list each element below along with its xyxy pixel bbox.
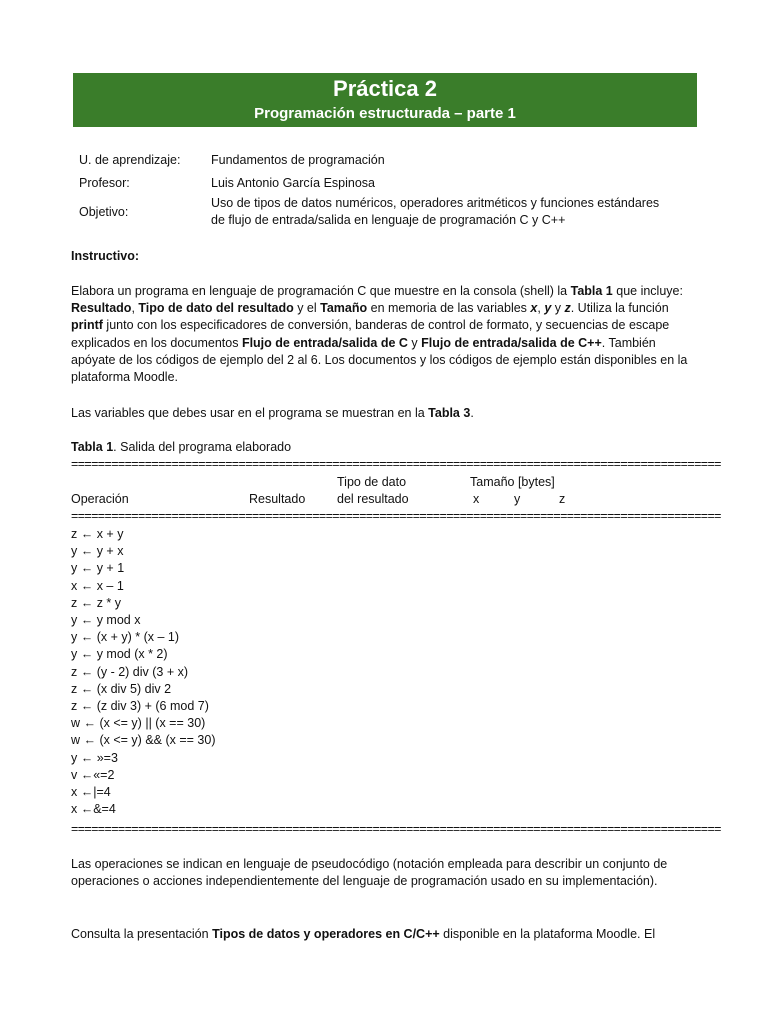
list-item: z ← (y - 2) div (3 + x) bbox=[71, 664, 189, 679]
list-item: x ←|=4 bbox=[71, 785, 111, 800]
col-tamano: Tamaño [bytes] bbox=[470, 475, 555, 489]
list-item: z ← (z div 3) + (6 mod 7) bbox=[71, 699, 209, 714]
col-operacion: Operación bbox=[71, 492, 129, 506]
list-item: x ← x – 1 bbox=[71, 578, 124, 593]
operations-list bbox=[71, 526, 216, 818]
instructivo-paragraph: Elabora un programa en lenguaje de programación C que muestre en la consola (shell) la Tabla 1 que incluye: Resultado, Tipo de dato del resultado y el Tamaño en memoria de las variables x, y y z. Utiliza la función printf junto con los especificadores de conversión, banderas de control de formato, y secuencias de escape explicados en los documentos Flujo de entrada/salida de C y Flujo de entrada/salida de C++. También apóyate de los códigos de ejemplo del 2 al 6. Los documentos y los códigos de ejemplo están disponibles en la plataforma Moodle. bbox=[71, 284, 688, 385]
consulta-paragraph: Consulta la presentación Tipos de datos y operadores en C/C++ disponible en la plataforma Moodle. El bbox=[71, 927, 656, 941]
list-item: w ← (x <= y) || (x == 30) bbox=[71, 716, 206, 731]
list-item: w ← (x <= y) && (x == 30) bbox=[71, 733, 216, 748]
page-title: Práctica 2 bbox=[333, 76, 437, 101]
col-tipo-line1: Tipo de dato bbox=[337, 475, 407, 489]
col-y: y bbox=[514, 492, 521, 506]
profesor-value: Luis Antonio García Espinosa bbox=[211, 176, 375, 190]
table-rule-bottom: ================================================================================================= bbox=[71, 822, 721, 836]
list-item: y ← y + 1 bbox=[71, 561, 125, 576]
variables-paragraph: Las variables que debes usar en el programa se muestran en la Tabla 3. bbox=[71, 406, 474, 420]
list-item: y ← y + x bbox=[71, 544, 124, 559]
page-subtitle: Programación estructurada – parte 1 bbox=[254, 105, 516, 122]
col-z: z bbox=[559, 492, 566, 506]
col-resultado: Resultado bbox=[249, 492, 306, 506]
unidad-label: U. de aprendizaje: bbox=[79, 153, 181, 167]
profesor-label: Profesor: bbox=[79, 176, 130, 190]
col-tipo-line2: del resultado bbox=[337, 492, 409, 506]
list-item: y ← (x + y) * (x – 1) bbox=[71, 630, 180, 645]
objetivo-label: Objetivo: bbox=[79, 205, 129, 219]
list-item: y ← y mod (x * 2) bbox=[71, 647, 168, 662]
list-item: z ← z * y bbox=[71, 595, 122, 610]
list-item: x ←&=4 bbox=[71, 802, 116, 817]
unidad-value: Fundamentos de programación bbox=[211, 153, 385, 167]
table-rule-top: ================================================================================================= bbox=[71, 457, 721, 471]
list-item: z ← x + y bbox=[71, 527, 124, 541]
objetivo-value: Uso de tipos de datos numéricos, operadores aritméticos y funciones estándares de flujo de entrada/salida en lenguaje de programación C y C++ bbox=[211, 196, 660, 227]
list-item: z ← (x div 5) div 2 bbox=[71, 681, 172, 696]
list-item: y ← y mod x bbox=[71, 613, 141, 628]
table-rule-mid: ================================================================================================= bbox=[71, 509, 721, 523]
pseudocode-paragraph: Las operaciones se indican en lenguaje de pseudocódigo (notación empleada para describir un conjunto de operaciones o acciones independientemente del lenguaje de programación usado en su implementación). bbox=[71, 857, 668, 889]
list-item: v ←«=2 bbox=[71, 767, 115, 782]
instructivo-heading: Instructivo: bbox=[71, 249, 140, 263]
table-caption: Tabla 1. Salida del programa elaborado bbox=[71, 440, 292, 454]
title-banner bbox=[73, 73, 697, 127]
list-item: y ← »=3 bbox=[71, 750, 118, 765]
col-x: x bbox=[473, 492, 480, 506]
